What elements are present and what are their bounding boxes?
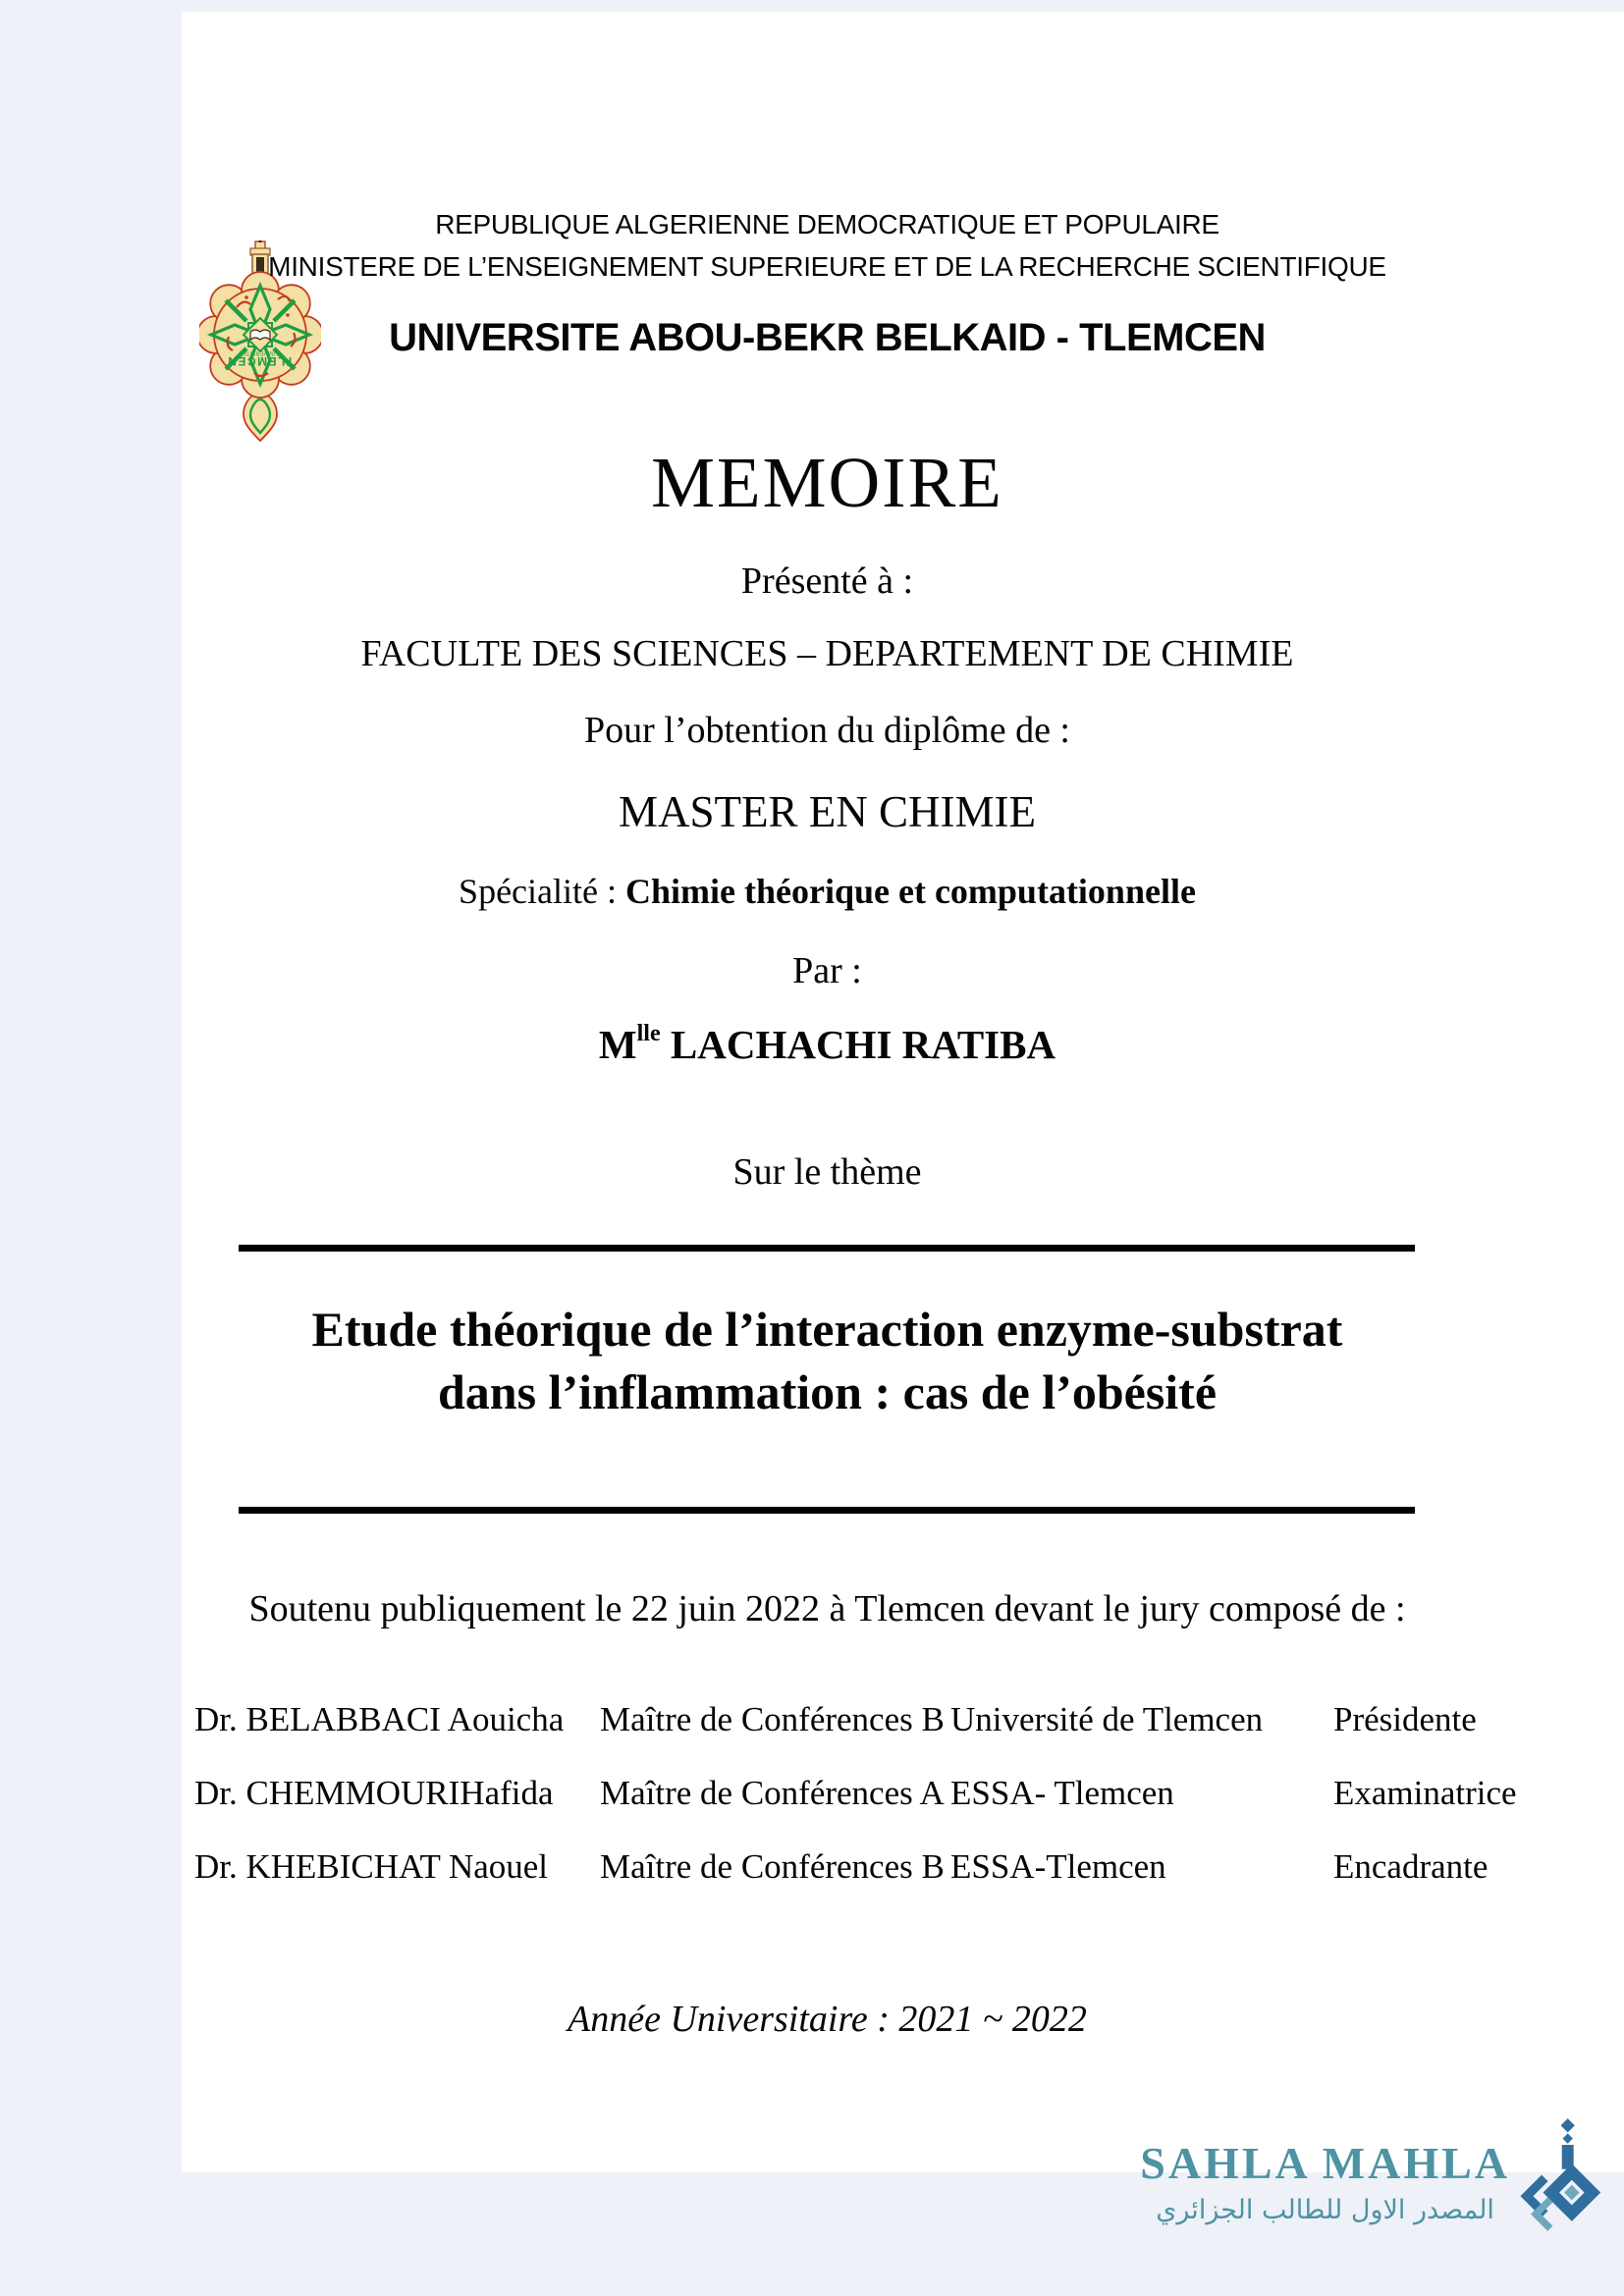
brand-name: SAHLA MAHLA bbox=[1140, 2138, 1510, 2188]
jury-member-institution: ESSA- Tlemcen bbox=[950, 1774, 1174, 1812]
document-sheet bbox=[182, 12, 1624, 2172]
jury-member-name: Dr. CHEMMOURIHafida bbox=[194, 1774, 554, 1812]
document-type-title: MEMOIRE bbox=[651, 443, 1003, 522]
author-name-line bbox=[182, 1019, 1473, 1070]
thesis-title-line1: Etude théorique de l’interaction enzyme-substrat bbox=[311, 1302, 1343, 1357]
sahla-mahla-watermark bbox=[1140, 2112, 1602, 2242]
specialty-label: Spécialité : bbox=[459, 872, 625, 911]
emblem-tlemcen-text: TLEMCEN bbox=[226, 354, 295, 368]
jury-member-name: Dr. BELABBACI Aouicha bbox=[194, 1700, 565, 1738]
title-rule-bottom bbox=[239, 1507, 1415, 1514]
author-prefix: M bbox=[598, 1022, 637, 1067]
academic-year: Année Universitaire : 2021 ~ 2022 bbox=[568, 1999, 1087, 2040]
jury-member-grade: Maître de Conférences B bbox=[600, 1847, 945, 1886]
author-title-superscript: lle bbox=[636, 1021, 661, 1046]
theme-label: Sur le thème bbox=[732, 1151, 922, 1193]
diploma-purpose-label: Pour l’obtention du diplôme de : bbox=[583, 710, 1070, 751]
emblem-universite-text: UNIVERSITE bbox=[242, 349, 279, 355]
university-name: UNIVERSITE ABOU-BEKR BELKAID - TLEMCEN bbox=[389, 316, 1266, 359]
specialty-line bbox=[182, 869, 1473, 914]
defense-statement: Soutenu publiquement le 22 juin 2022 à Tlemcen devant le jury composé de : bbox=[248, 1588, 1406, 1629]
jury-member-grade: Maître de Conférences B bbox=[600, 1700, 945, 1738]
author-name: LACHACHI RATIBA bbox=[660, 1022, 1056, 1067]
jury-member-role: Encadrante bbox=[1333, 1847, 1489, 1886]
jury-member-institution: Université de Tlemcen bbox=[950, 1700, 1264, 1738]
ministry-header-line: MINISTERE DE L’ENSEIGNEMENT SUPERIEURE ET DE LA RECHERCHE SCIENTIFIQUE bbox=[268, 251, 1386, 282]
jury-table bbox=[194, 1696, 1517, 1891]
diploma-name: MASTER EN CHIMIE bbox=[619, 787, 1036, 836]
thesis-title bbox=[182, 1298, 1473, 1423]
title-rule-top bbox=[239, 1245, 1415, 1252]
presented-at-label: Présenté à : bbox=[740, 561, 914, 602]
specialty-value: Chimie théorique et computationnelle bbox=[625, 872, 1196, 911]
jury-member-name: Dr. KHEBICHAT Naouel bbox=[194, 1847, 549, 1886]
jury-member-institution: ESSA-Tlemcen bbox=[950, 1847, 1166, 1886]
sahla-mahla-logo-icon bbox=[1516, 2112, 1602, 2242]
thesis-title-line2: dans l’inflammation : cas de l’obésité bbox=[437, 1364, 1218, 1419]
jury-member-role: Présidente bbox=[1333, 1700, 1477, 1738]
brand-tagline-arabic: المصدر الاول للطالب الجزائري bbox=[1156, 2195, 1494, 2225]
republic-header-line: REPUBLIQUE ALGERIENNE DEMOCRATIQUE ET POPULAIRE bbox=[435, 209, 1219, 240]
by-label: Par : bbox=[792, 950, 862, 991]
jury-member-role: Examinatrice bbox=[1333, 1774, 1517, 1812]
jury-member-grade: Maître de Conférences A bbox=[600, 1774, 945, 1812]
faculty-department-line: FACULTE DES SCIENCES – DEPARTEMENT DE CHIMIE bbox=[360, 633, 1294, 674]
